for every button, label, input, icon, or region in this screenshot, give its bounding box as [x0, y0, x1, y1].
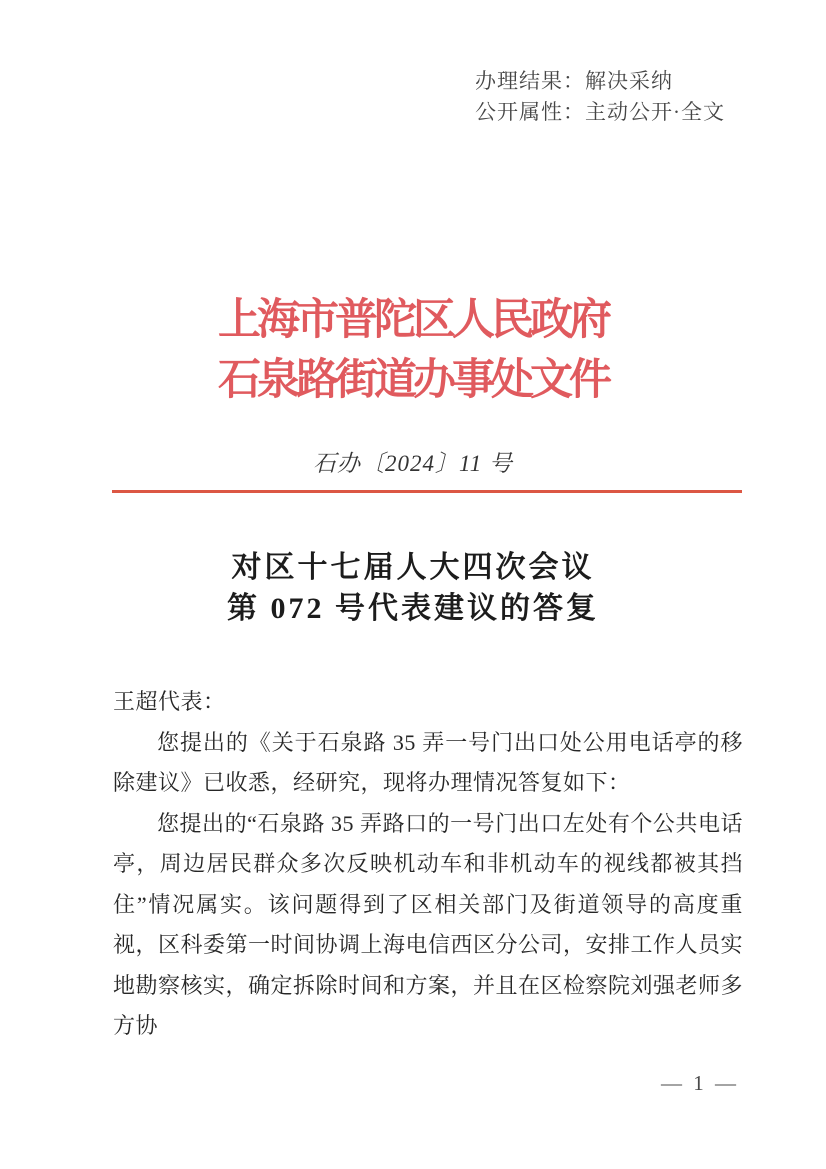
doc-number: 石办〔2024〕11 号: [312, 451, 514, 476]
page-number: — 1 —: [661, 1071, 739, 1095]
publicity-attribute-text: 公开属性：主动公开·全文: [475, 100, 725, 124]
doc-body: [113, 682, 743, 1047]
body-paragraph: 您提出的“石泉路 35 弄路口的一号门出口左处有个公共电话亭，周边居民群众多次反映机动车和非机动车的视线都被其挡住”情况属实。该问题得到了区相关部门及街道领导的高度重视，区科委第一时间协调上海电信西区分公司，安排工作人员实地勘察核实，确定拆除时间和方案，并且在区检察院刘强老师多方协: [113, 810, 744, 1038]
red-divider-line: [112, 490, 742, 493]
letterhead-org-line1: 上海市普陀区人民政府: [218, 297, 608, 344]
body-paragraph: 您提出的《关于石泉路 35 弄一号门出口处公用电话亭的移除建议》已收悉，经研究，现将办理情况答复如下：: [113, 729, 743, 795]
doc-title-line2: 第 072 号代表建议的答复: [227, 592, 599, 625]
header-meta: [475, 66, 725, 128]
doc-title: [0, 547, 826, 629]
doc-title-line1: 对区十七届人大四次会议: [231, 551, 595, 584]
letterhead-org: [0, 291, 826, 411]
handling-result-text: 办理结果：解决采纳: [475, 69, 673, 93]
letterhead-org-line2: 石泉路街道办事处文件: [218, 357, 608, 404]
salutation: 王超代表：: [113, 689, 226, 714]
